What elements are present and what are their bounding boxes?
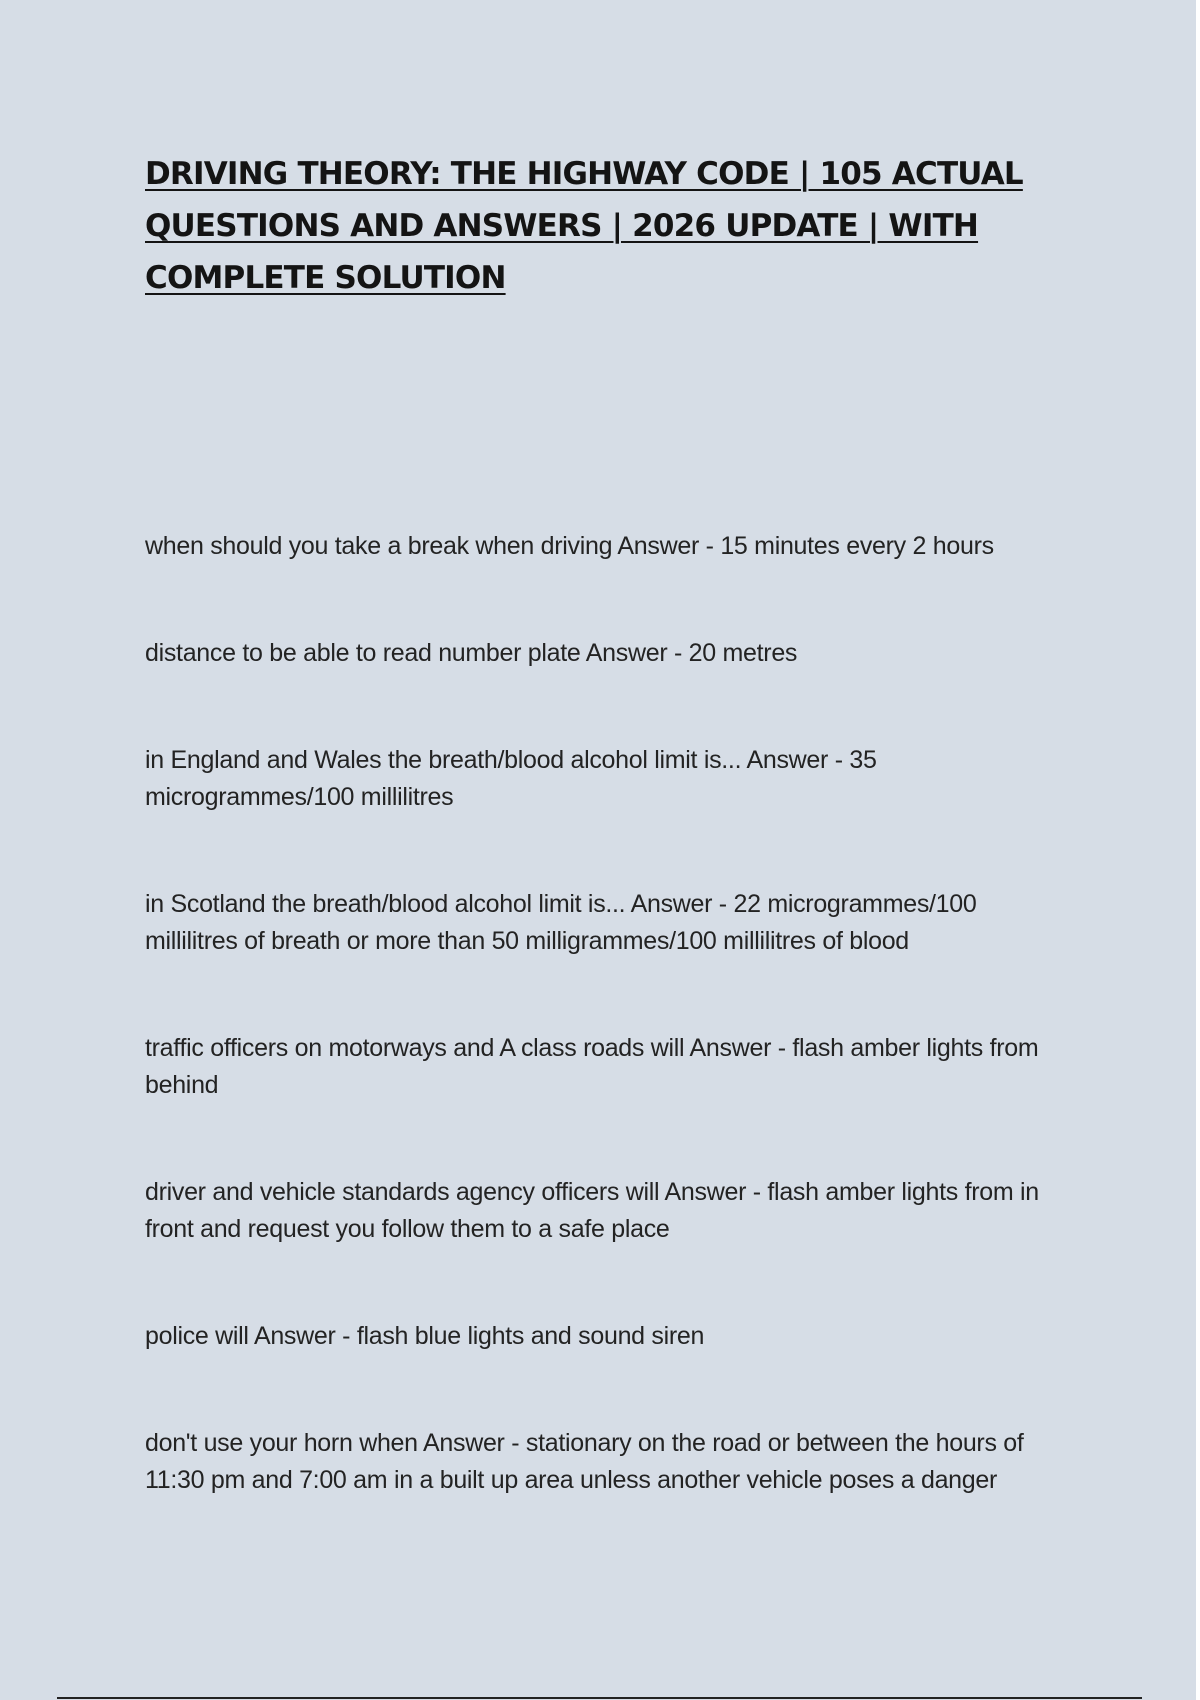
page-content bbox=[145, 148, 1065, 1494]
document-title: DRIVING THEORY: THE HIGHWAY CODE | 105 ACTUAL QUESTIONS AND ANSWERS | 2026 UPDATE | WITH COMPLETE SOLUTION bbox=[145, 156, 1023, 296]
qa-list bbox=[145, 528, 1065, 1569]
qa-item-dvsa-officers: driver and vehicle standards agency officers will Answer - flash amber lights from in front and request you follow them to a safe place bbox=[145, 1178, 1039, 1243]
qa-item-alcohol-england-wales: in England and Wales the breath/blood alcohol limit is... Answer - 35 microgrammes/100 millilitres bbox=[145, 746, 877, 811]
page-divider bbox=[57, 1697, 1142, 1699]
qa-item-break: when should you take a break when driving Answer - 15 minutes every 2 hours bbox=[145, 532, 994, 560]
qa-item-traffic-officers: traffic officers on motorways and A class roads will Answer - flash amber lights from behind bbox=[145, 1034, 1039, 1099]
qa-item-number-plate: distance to be able to read number plate Answer - 20 metres bbox=[145, 639, 798, 667]
qa-item-alcohol-scotland: in Scotland the breath/blood alcohol limit is... Answer - 22 microgrammes/100 millilitres of breath or more than 50 milligrammes/100 millilitres of blood bbox=[145, 890, 977, 955]
qa-item-police: police will Answer - flash blue lights and sound siren bbox=[145, 1322, 705, 1350]
qa-item-horn: don't use your horn when Answer - stationary on the road or between the hours of 11:30 pm and 7:00 am in a built up area unless another vehicle poses a danger bbox=[145, 1429, 1024, 1494]
